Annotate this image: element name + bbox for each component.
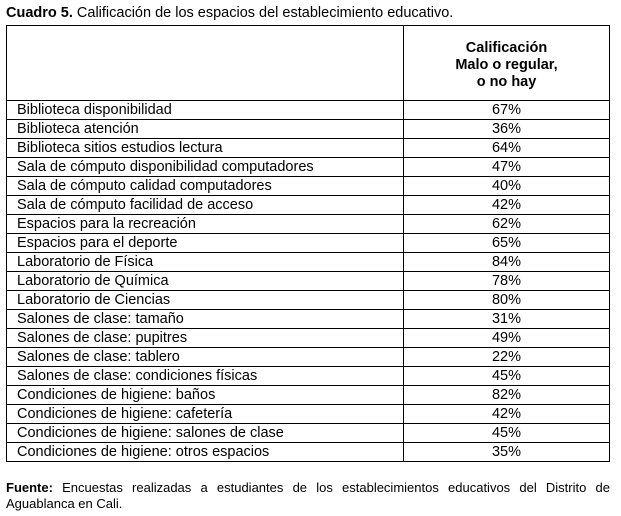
table-row [7, 424, 610, 443]
space-name: Condiciones de higiene: baños [7, 386, 404, 405]
header-line-1: Calificación [465, 39, 548, 56]
table-row [7, 310, 610, 329]
header-line-2: Malo o regular, [455, 56, 558, 73]
space-name: Laboratorio de Física [7, 253, 404, 272]
space-name: Condiciones de higiene: cafetería [7, 405, 404, 424]
space-name: Sala de cómputo facilidad de acceso [7, 196, 404, 215]
rating-value: 78% [404, 272, 610, 291]
table-row [7, 196, 610, 215]
table-row [7, 272, 610, 291]
header-blank-cell [7, 26, 404, 101]
table-caption [6, 4, 453, 22]
space-name: Salones de clase: pupitres [7, 329, 404, 348]
rating-value: 31% [404, 310, 610, 329]
source-label: Fuente: [6, 480, 53, 495]
ratings-table [6, 25, 610, 462]
caption-label: Cuadro 5. [6, 5, 73, 21]
source-text: Encuestas realizadas a estudiantes de los establecimientos educativos del Distrito de Aguablanca en Cali. [6, 480, 610, 511]
header-row [7, 26, 610, 101]
space-name: Sala de cómputo calidad computadores [7, 177, 404, 196]
rating-value: 67% [404, 101, 610, 120]
rating-value: 45% [404, 367, 610, 386]
rating-value: 80% [404, 291, 610, 310]
table-row [7, 348, 610, 367]
space-name: Biblioteca atención [7, 120, 404, 139]
rating-value: 42% [404, 196, 610, 215]
rating-value: 64% [404, 139, 610, 158]
table-row [7, 253, 610, 272]
rating-value: 47% [404, 158, 610, 177]
table-row [7, 101, 610, 120]
rating-value: 84% [404, 253, 610, 272]
space-name: Condiciones de higiene: salones de clase [7, 424, 404, 443]
table-row [7, 405, 610, 424]
caption-text: Calificación de los espacios del establecimiento educativo. [76, 5, 454, 21]
table-row [7, 329, 610, 348]
space-name: Biblioteca sitios estudios lectura [7, 139, 404, 158]
rating-value: 35% [404, 443, 610, 462]
header-line-3: o no hay [476, 73, 537, 90]
header-rating-cell [404, 26, 610, 101]
table-row [7, 386, 610, 405]
rating-value: 36% [404, 120, 610, 139]
table-row [7, 177, 610, 196]
rating-value: 49% [404, 329, 610, 348]
rating-value: 40% [404, 177, 610, 196]
rating-value: 82% [404, 386, 610, 405]
rating-value: 62% [404, 215, 610, 234]
table-row [7, 139, 610, 158]
space-name: Espacios para el deporte [7, 234, 404, 253]
table-row [7, 158, 610, 177]
space-name: Salones de clase: condiciones físicas [7, 367, 404, 386]
table-row [7, 367, 610, 386]
table-row [7, 234, 610, 253]
space-name: Laboratorio de Ciencias [7, 291, 404, 310]
rating-value: 42% [404, 405, 610, 424]
rating-value: 22% [404, 348, 610, 367]
table-row [7, 291, 610, 310]
rating-value: 45% [404, 424, 610, 443]
space-name: Biblioteca disponibilidad [7, 101, 404, 120]
rating-value: 65% [404, 234, 610, 253]
space-name: Laboratorio de Química [7, 272, 404, 291]
space-name: Sala de cómputo disponibilidad computadores [7, 158, 404, 177]
space-name: Salones de clase: tablero [7, 348, 404, 367]
source-note [6, 480, 610, 512]
space-name: Espacios para la recreación [7, 215, 404, 234]
table-row [7, 443, 610, 462]
table-row [7, 215, 610, 234]
space-name: Condiciones de higiene: otros espacios [7, 443, 404, 462]
space-name: Salones de clase: tamaño [7, 310, 404, 329]
table-row [7, 120, 610, 139]
